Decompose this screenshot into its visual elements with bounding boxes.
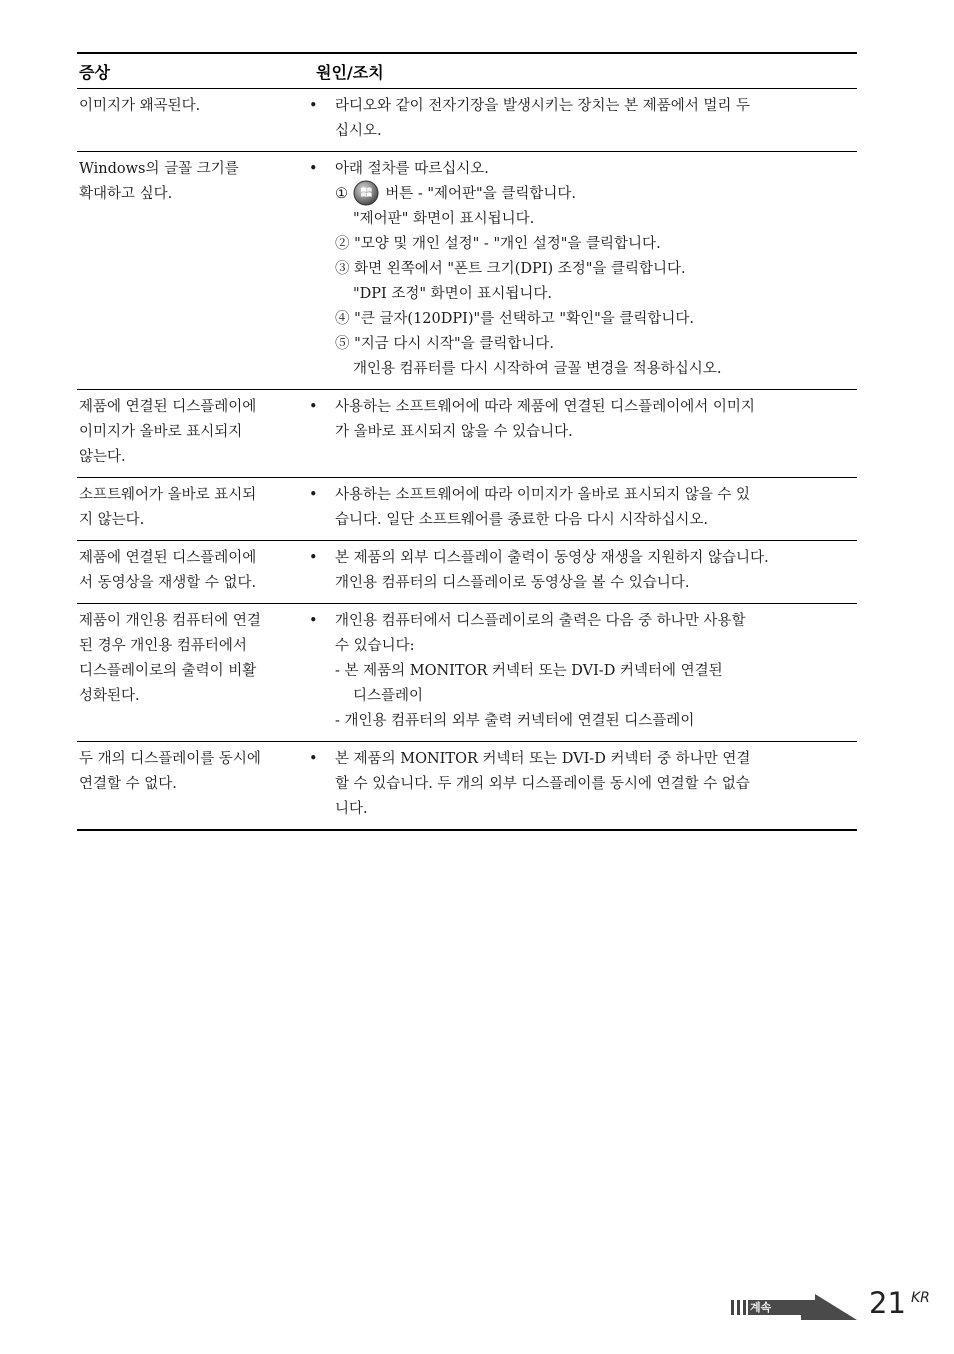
cause-line: ④ "큰 글자(120DPI)"를 선택하고 "확인"을 클릭합니다.	[335, 311, 695, 327]
cause-line: 사용하는 소프트웨어에 따라 제품에 연결된 디스플레이에서 이미지	[335, 399, 755, 415]
cause-cell	[335, 94, 857, 144]
cause-cell	[335, 483, 857, 533]
cause-line: 니다.	[335, 801, 368, 817]
step-text: ①	[335, 186, 353, 202]
cause-line: 아래 절차를 따르십시오.	[335, 161, 489, 177]
symptom-cell: 소프트웨어가 올바로 표시되 지 않는다.	[79, 487, 257, 528]
cause-line: 디스플레이	[353, 688, 424, 704]
cause-line: - 본 제품의 MONITOR 커넥터 또는 DVI-D 커넥터에 연결된	[335, 663, 723, 679]
cause-line: - 개인용 컴퓨터의 외부 출력 커넥터에 연결된 디스플레이	[335, 713, 695, 729]
table-row	[77, 152, 857, 390]
cause-cell	[335, 747, 857, 822]
cause-cell	[335, 546, 857, 596]
page-language-code: KR	[911, 1290, 930, 1306]
cause-line: 본 제품의 MONITOR 커넥터 또는 DVI-D 커넥터 중 하나만 연결	[335, 751, 751, 767]
cause-line: 할 수 있습니다. 두 개의 외부 디스플레이를 동시에 연결할 수 없습	[335, 776, 750, 792]
cause-line: 개인용 컴퓨터를 다시 시작하여 글꼴 변경을 적용하십시오.	[353, 361, 722, 377]
cause-line: ⑤ "지금 다시 시작"을 클릭합니다.	[335, 336, 554, 352]
cause-line: 습니다. 일단 소프트웨어를 종료한 다음 다시 시작하십시오.	[335, 512, 709, 528]
symptom-cell: 두 개의 디스플레이를 동시에 연결할 수 없다.	[79, 751, 261, 792]
cause-line: ② "모양 및 개인 설정" - "개인 설정"을 클릭합니다.	[335, 236, 661, 252]
cause-line: 개인용 컴퓨터의 디스플레이로 동영상을 볼 수 있습니다.	[335, 575, 690, 591]
cause-line: 개인용 컴퓨터에서 디스플레이로의 출력은 다음 중 하나만 사용할	[335, 613, 746, 629]
bullet: •	[309, 161, 318, 177]
cause-line	[335, 182, 857, 207]
table-row	[77, 742, 857, 829]
symptom-cell: 제품에 연결된 디스플레이에 이미지가 올바로 표시되지 않는다.	[79, 399, 257, 465]
cause-line: "DPI 조정" 화면이 표시됩니다.	[353, 286, 552, 302]
cause-cell	[335, 157, 857, 382]
cause-line: 수 있습니다:	[335, 638, 415, 654]
table-row	[77, 390, 857, 478]
continued-label: 계속	[748, 1300, 810, 1315]
cause-cell	[335, 395, 857, 470]
table-header	[77, 54, 857, 89]
table-body	[77, 89, 857, 829]
symptom-cell: 제품에 연결된 디스플레이에 서 동영상을 재생할 수 없다.	[79, 550, 257, 591]
cause-line: 사용하는 소프트웨어에 따라 이미지가 올바로 표시되지 않을 수 있	[335, 487, 751, 503]
cause-line: 십시오.	[335, 123, 382, 139]
bullet: •	[309, 487, 318, 503]
step-text: 버튼 - "제어판"을 클릭합니다.	[380, 186, 576, 202]
bullet: •	[309, 613, 318, 629]
page-number: 21	[869, 1286, 906, 1320]
bullet: •	[309, 751, 318, 767]
symptom-cell: Windows의 글꼴 크기를 확대하고 싶다.	[79, 161, 239, 202]
table-row	[77, 478, 857, 541]
cause-line: 본 제품의 외부 디스플레이 출력이 동영상 재생을 지원하지 않습니다.	[335, 550, 769, 566]
arrow-right-icon	[801, 1294, 857, 1320]
symptom-cell: 이미지가 왜곡된다.	[79, 98, 201, 114]
troubleshooting-table	[77, 52, 857, 831]
cause-line: 라디오와 같이 전자기장을 발생시키는 장치는 본 제품에서 멀리 두	[335, 98, 751, 114]
cause-column-header: 원인/조치	[316, 62, 384, 82]
symptom-column-header: 증상	[79, 62, 110, 82]
windows-start-icon	[353, 180, 379, 206]
symptom-cell: 제품이 개인용 컴퓨터에 연결 된 경우 개인용 컴퓨터에서 디스플레이로의 출력이 비활 성화된다.	[79, 613, 261, 704]
table-row	[77, 604, 857, 742]
cause-line: ③ 화면 왼쪽에서 "폰트 크기(DPI) 조정"을 클릭합니다.	[335, 261, 686, 277]
continued-marker	[731, 1294, 857, 1320]
bullet: •	[309, 98, 318, 114]
cause-line: "제어판" 화면이 표시됩니다.	[353, 211, 535, 227]
cause-cell	[335, 609, 857, 734]
bullet: •	[309, 399, 318, 415]
table-row	[77, 89, 857, 152]
bullet: •	[309, 550, 318, 566]
table-row	[77, 541, 857, 604]
cause-line: 가 올바로 표시되지 않을 수 있습니다.	[335, 424, 573, 440]
